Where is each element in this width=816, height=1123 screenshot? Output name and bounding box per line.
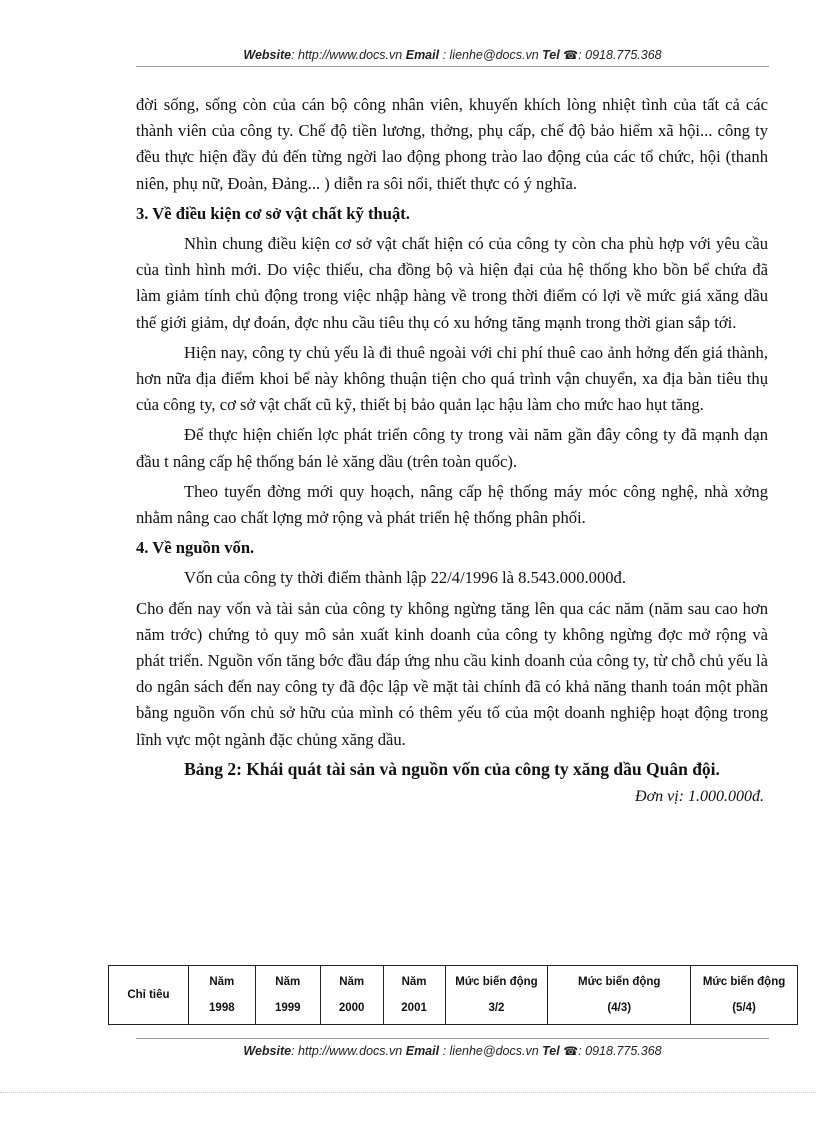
- section-heading-3: 3. Về điều kiện cơ sở vật chất kỹ thuật.: [136, 203, 410, 223]
- table-header-cell: Năm 2000: [320, 966, 383, 1025]
- footer-tel: : 0918.775.368: [578, 1044, 662, 1058]
- footer-email: : lienhe@docs.vn: [442, 1044, 539, 1058]
- phone-icon: ☎: [563, 48, 579, 62]
- table-header-cell: Mức biến động (4/3): [548, 966, 691, 1025]
- page-header: [136, 48, 769, 67]
- paragraph-4a: Vốn của công ty thời điểm thành lập 22/4/1996 là 8.543.000.000đ.: [184, 568, 626, 588]
- table-unit: Đơn vị: 1.000.000đ.: [635, 788, 764, 806]
- table-header-row: [109, 966, 798, 1025]
- document-body: [136, 92, 768, 810]
- table-title: Bảng 2: Khái quát tài sản và nguồn vốn của công ty xăng dầu Quân đội.: [184, 758, 720, 779]
- table-header-cell: Mức biến động (5/4): [691, 966, 798, 1025]
- footer-tel-label: Tel: [542, 1044, 560, 1058]
- header-website-url: : http://www.docs.vn: [291, 48, 403, 62]
- header-tel: : 0918.775.368: [578, 48, 662, 62]
- page-footer: [136, 1038, 769, 1058]
- paragraph-3a: Nhìn chung điều kiện cơ sở vật chất hiện có của công ty còn cha phù hợp với yêu cầu của tình hình mới. Do việc thiếu, cha đồng bộ và hiện đại của hệ thống kho bồn bể chứa đã làm giảm tính chủ động trong việc nhập hàng về trong thời điểm có lợi về mức giá xăng dầu thế giới giảm, dự đoán, đợc nhu cầu tiêu thụ có xu hớng tăng mạnh trong thời gian sắp tới.: [136, 234, 768, 332]
- footer-website-label: Website: [243, 1044, 292, 1058]
- header-email: : lienhe@docs.vn: [442, 48, 539, 62]
- phone-icon: ☎: [563, 1044, 579, 1058]
- header-email-label: Email: [405, 48, 440, 62]
- page-break-line: [0, 1092, 816, 1093]
- header-website-label: Website: [243, 48, 292, 62]
- header-tel-label: Tel: [542, 48, 560, 62]
- paragraph-3c: Để thực hiện chiến lợc phát triển công ty trong vài năm gần đây công ty đã mạnh dạn đầu t nâng cấp hệ thống bán lẻ xăng dầu (trên toàn quốc).: [136, 425, 768, 471]
- table-header-cell: Năm 2001: [383, 966, 445, 1025]
- table-header-cell: Năm 1998: [188, 966, 255, 1025]
- assets-capital-table: [108, 965, 798, 1025]
- footer-email-label: Email: [405, 1044, 440, 1058]
- table-header-cell: Chỉ tiêu: [109, 966, 189, 1025]
- paragraph-4b: Cho đến nay vốn và tài sản của công ty không ngừng tăng lên qua các năm (năm sau cao hơn năm trớc) chứng tỏ quy mô sản xuất kinh doanh của công ty không ngừng đợc mở rộng và phát triển. Nguồn vốn tăng bớc đầu đáp ứng nhu cầu kinh doanh của công ty, từ chỗ chủ yếu là do ngân sách đến nay công ty đã độc lập về mặt tài chính đã có khả năng thanh toán một phần bằng nguồn vốn chủ sở hữu của mình có thêm yếu tố của một doanh nghiệp hoạt động trong lĩnh vực một ngành đặc chủng xăng dầu.: [136, 598, 768, 749]
- paragraph-3d: Theo tuyến đờng mới quy hoạch, nâng cấp hệ thống máy móc công nghệ, nhà xởng nhằm nâng cao chất lợng mở rộng và phát triển hệ thống phân phối.: [136, 481, 768, 528]
- table-header-cell: Năm 1999: [255, 966, 320, 1025]
- paragraph-3b: Hiện nay, công ty chủ yếu là đi thuê ngoài với chi phí thuê cao ảnh hởng đến giá thành, hơn nữa địa điểm khoi bể này không thuận tiện cho quá trình vận chuyển, xa địa bàn tiêu thụ của công ty, cơ sở vật chất cũ kỹ, thiết bị bảo quản lạc hậu làm cho mức hao hụt tăng.: [136, 342, 768, 415]
- table-header-cell: Mức biến động 3/2: [445, 966, 548, 1025]
- paragraph-intro: đời sống, sống còn của cán bộ công nhân viên, khuyến khích lòng nhiệt tình của tất cả các thành viên của công ty. Chế độ tiền lương, thởng, phụ cấp, chế độ bảo hiểm xã hội... công ty đều thực hiện đầy đủ đến từng ngời lao động phong trào lao động của các tổ chức, hội (thanh niên, phụ nữ, Đoàn, Đảng... ) diễn ra sôi nổi, thiết thực có ý nghĩa.: [136, 95, 768, 193]
- section-heading-4: 4. Về nguồn vốn.: [136, 538, 255, 558]
- footer-website-url: : http://www.docs.vn: [291, 1044, 403, 1058]
